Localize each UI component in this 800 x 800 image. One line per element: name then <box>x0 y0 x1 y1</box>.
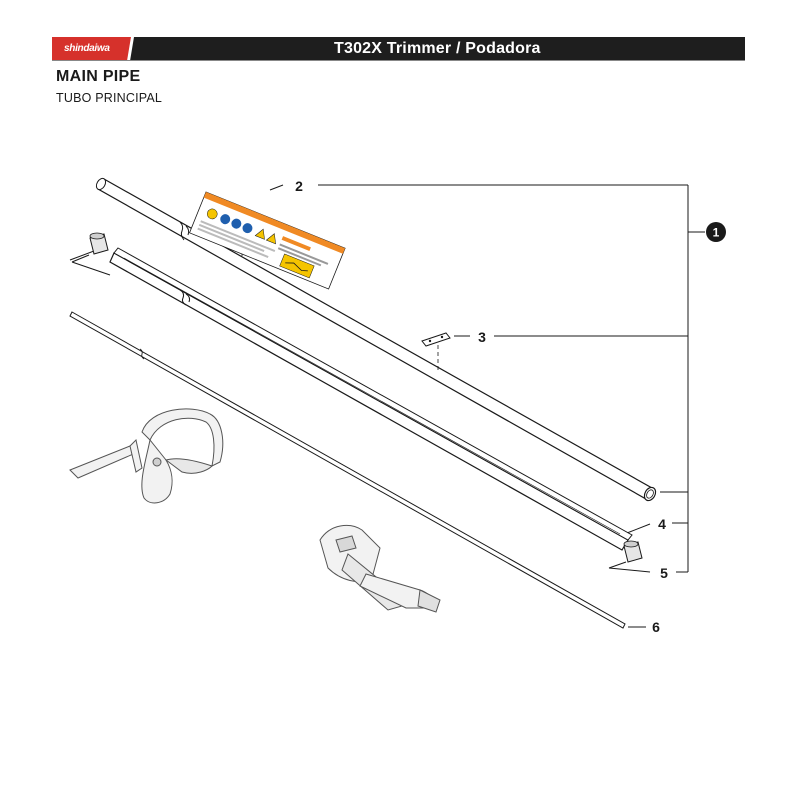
handle-reference <box>70 409 223 503</box>
brand-logo: shindaiwa <box>64 43 110 54</box>
callout-2: 2 <box>295 178 303 194</box>
callout-3: 3 <box>478 329 486 345</box>
bushing-top <box>90 233 108 254</box>
callout-4: 4 <box>658 516 666 532</box>
page-title: T302X Trimmer / Podadora <box>334 40 541 57</box>
liner <box>110 248 632 550</box>
callout-6: 6 <box>652 619 660 635</box>
callout-1: 1 <box>712 225 720 240</box>
bushing-bottom <box>624 541 642 562</box>
main-pipe <box>95 177 658 503</box>
section-subtitle: TUBO PRINCIPAL <box>56 91 163 105</box>
callout-5: 5 <box>660 565 668 581</box>
section-title: MAIN PIPE <box>56 68 141 85</box>
plate <box>422 333 450 346</box>
throttle-reference <box>320 525 440 612</box>
